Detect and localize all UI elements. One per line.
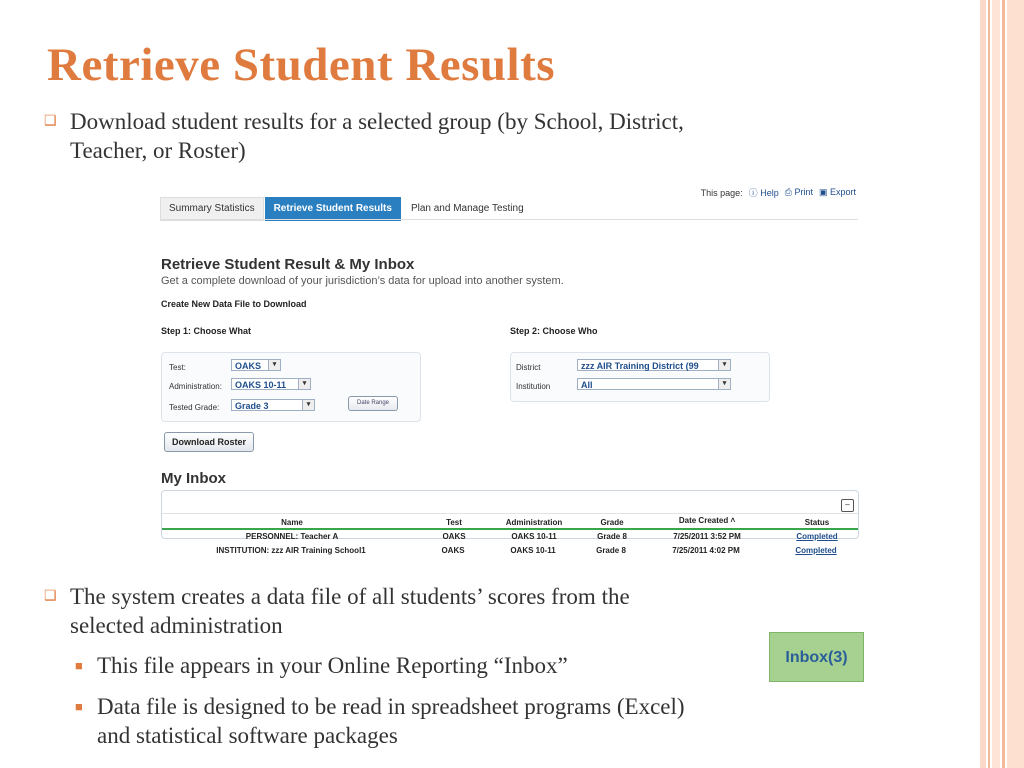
- grade-select[interactable]: [231, 399, 315, 411]
- col-header-grade[interactable]: Grade: [600, 518, 624, 527]
- step2-title: Step 2: Choose Who: [510, 326, 598, 336]
- sub-bullet-inbox: [75, 651, 568, 680]
- sub-bullet-spreadsheet: [75, 692, 685, 750]
- col-header-name[interactable]: Name: [281, 518, 303, 527]
- administration-select[interactable]: [231, 378, 311, 390]
- bullet-data-file: [44, 582, 630, 640]
- col-header-date-created[interactable]: Date Created ˄: [678, 516, 736, 525]
- bullet-text: and statistical software packages: [97, 723, 398, 748]
- this-page-label: This page:: [700, 187, 743, 198]
- tab-divider: [160, 219, 858, 220]
- status-link[interactable]: Completed: [795, 546, 837, 555]
- district-select[interactable]: [577, 359, 731, 371]
- chevron-down-icon: ▾: [718, 379, 730, 389]
- page-tools: [701, 186, 856, 199]
- print-link[interactable]: ⎙ Print: [784, 187, 813, 197]
- step2-panel: [510, 352, 770, 402]
- test-select[interactable]: [231, 359, 281, 371]
- test-value: OAKS: [235, 361, 262, 371]
- cell-name: INSTITUTION: zzz AIR Training School1: [216, 546, 366, 555]
- cell-date-created: 7/25/2011 3:52 PM: [673, 532, 741, 541]
- header-accent-line: [162, 528, 858, 530]
- export-icon: ▣: [818, 187, 828, 197]
- decorative-stripes: [980, 0, 1024, 768]
- cell-name: PERSONNEL: Teacher A: [245, 532, 339, 541]
- cell-administration: OAKS 10-11: [511, 532, 557, 541]
- institution-value: All: [581, 380, 593, 390]
- bullet-text: This file appears in your Online Reporting “Inbox”: [97, 653, 568, 678]
- inbox-table: [161, 490, 859, 539]
- help-icon: ⓘ: [748, 188, 758, 198]
- col-header-status[interactable]: Status: [804, 518, 830, 527]
- collapse-icon[interactable]: –: [841, 499, 854, 512]
- tab-plan-manage-testing[interactable]: Plan and Manage Testing: [402, 197, 533, 221]
- tab-bar: [160, 197, 534, 221]
- cell-date-created: 7/25/2011 4:02 PM: [672, 546, 740, 555]
- sort-ascending-icon: ˄: [730, 516, 736, 525]
- inbox-badge: Inbox(3): [769, 632, 864, 682]
- bullet-text: selected administration: [70, 613, 283, 638]
- cell-test: OAKS: [441, 546, 465, 555]
- chevron-down-icon: ▾: [718, 360, 730, 370]
- cell-administration: OAKS 10-11: [510, 546, 556, 555]
- page-subheading: Get a complete download of your jurisdiction’s data for upload into another system.: [161, 275, 564, 287]
- institution-select[interactable]: [577, 378, 731, 390]
- square-bullet-icon: ■: [75, 699, 83, 714]
- bullet-download: [44, 107, 684, 165]
- bullet-text: The system creates a data file of all students’ scores from the: [70, 584, 630, 609]
- cell-grade: Grade 8: [596, 546, 626, 555]
- step1-panel: [161, 352, 421, 422]
- create-file-heading: Create New Data File to Download: [161, 299, 307, 309]
- export-link[interactable]: ▣ Export: [818, 187, 856, 197]
- help-link[interactable]: ⓘ Help: [748, 188, 779, 198]
- district-label: District: [516, 363, 541, 372]
- inbox-heading: My Inbox: [161, 470, 227, 487]
- bullet-text: Download student results for a selected group (by School, District,: [70, 109, 684, 134]
- download-roster-button[interactable]: Download Roster: [164, 432, 254, 452]
- square-bullet-icon: ❑: [44, 589, 57, 604]
- table-row: [161, 546, 857, 560]
- slide-title: Retrieve Student Results: [47, 39, 556, 91]
- bullet-text: Data file is designed to be read in spreadsheet programs (Excel): [97, 694, 685, 719]
- chevron-down-icon: ▾: [268, 360, 280, 370]
- chevron-down-icon: ▾: [298, 379, 310, 389]
- cell-grade: Grade 8: [597, 532, 627, 541]
- administration-value: OAKS 10-11: [235, 380, 287, 390]
- bullet-text: Teacher, or Roster): [70, 138, 246, 163]
- header-divider: [162, 513, 858, 514]
- grade-value: Grade 3: [235, 401, 269, 411]
- institution-label: Institution: [516, 382, 551, 391]
- step1-title: Step 1: Choose What: [161, 326, 252, 336]
- col-header-administration[interactable]: Administration: [505, 518, 563, 527]
- square-bullet-icon: ❑: [44, 114, 57, 129]
- col-header-test[interactable]: Test: [446, 518, 462, 527]
- administration-label: Administration:: [169, 382, 222, 391]
- date-range-button[interactable]: Date Range: [348, 396, 398, 411]
- status-link[interactable]: Completed: [796, 532, 838, 541]
- printer-icon: ⎙: [784, 187, 792, 197]
- test-label: Test:: [169, 363, 186, 372]
- district-value: zzz AIR Training District (99: [581, 361, 699, 371]
- cell-test: OAKS: [442, 532, 466, 541]
- chevron-down-icon: ▾: [302, 400, 314, 410]
- page-heading: Retrieve Student Result & My Inbox: [161, 256, 415, 273]
- embedded-screenshot: [158, 180, 862, 568]
- tab-retrieve-student-results[interactable]: Retrieve Student Results: [265, 197, 401, 221]
- tab-summary-statistics[interactable]: Summary Statistics: [160, 197, 264, 221]
- square-bullet-icon: ■: [75, 658, 83, 673]
- grade-label: Tested Grade:: [169, 403, 220, 412]
